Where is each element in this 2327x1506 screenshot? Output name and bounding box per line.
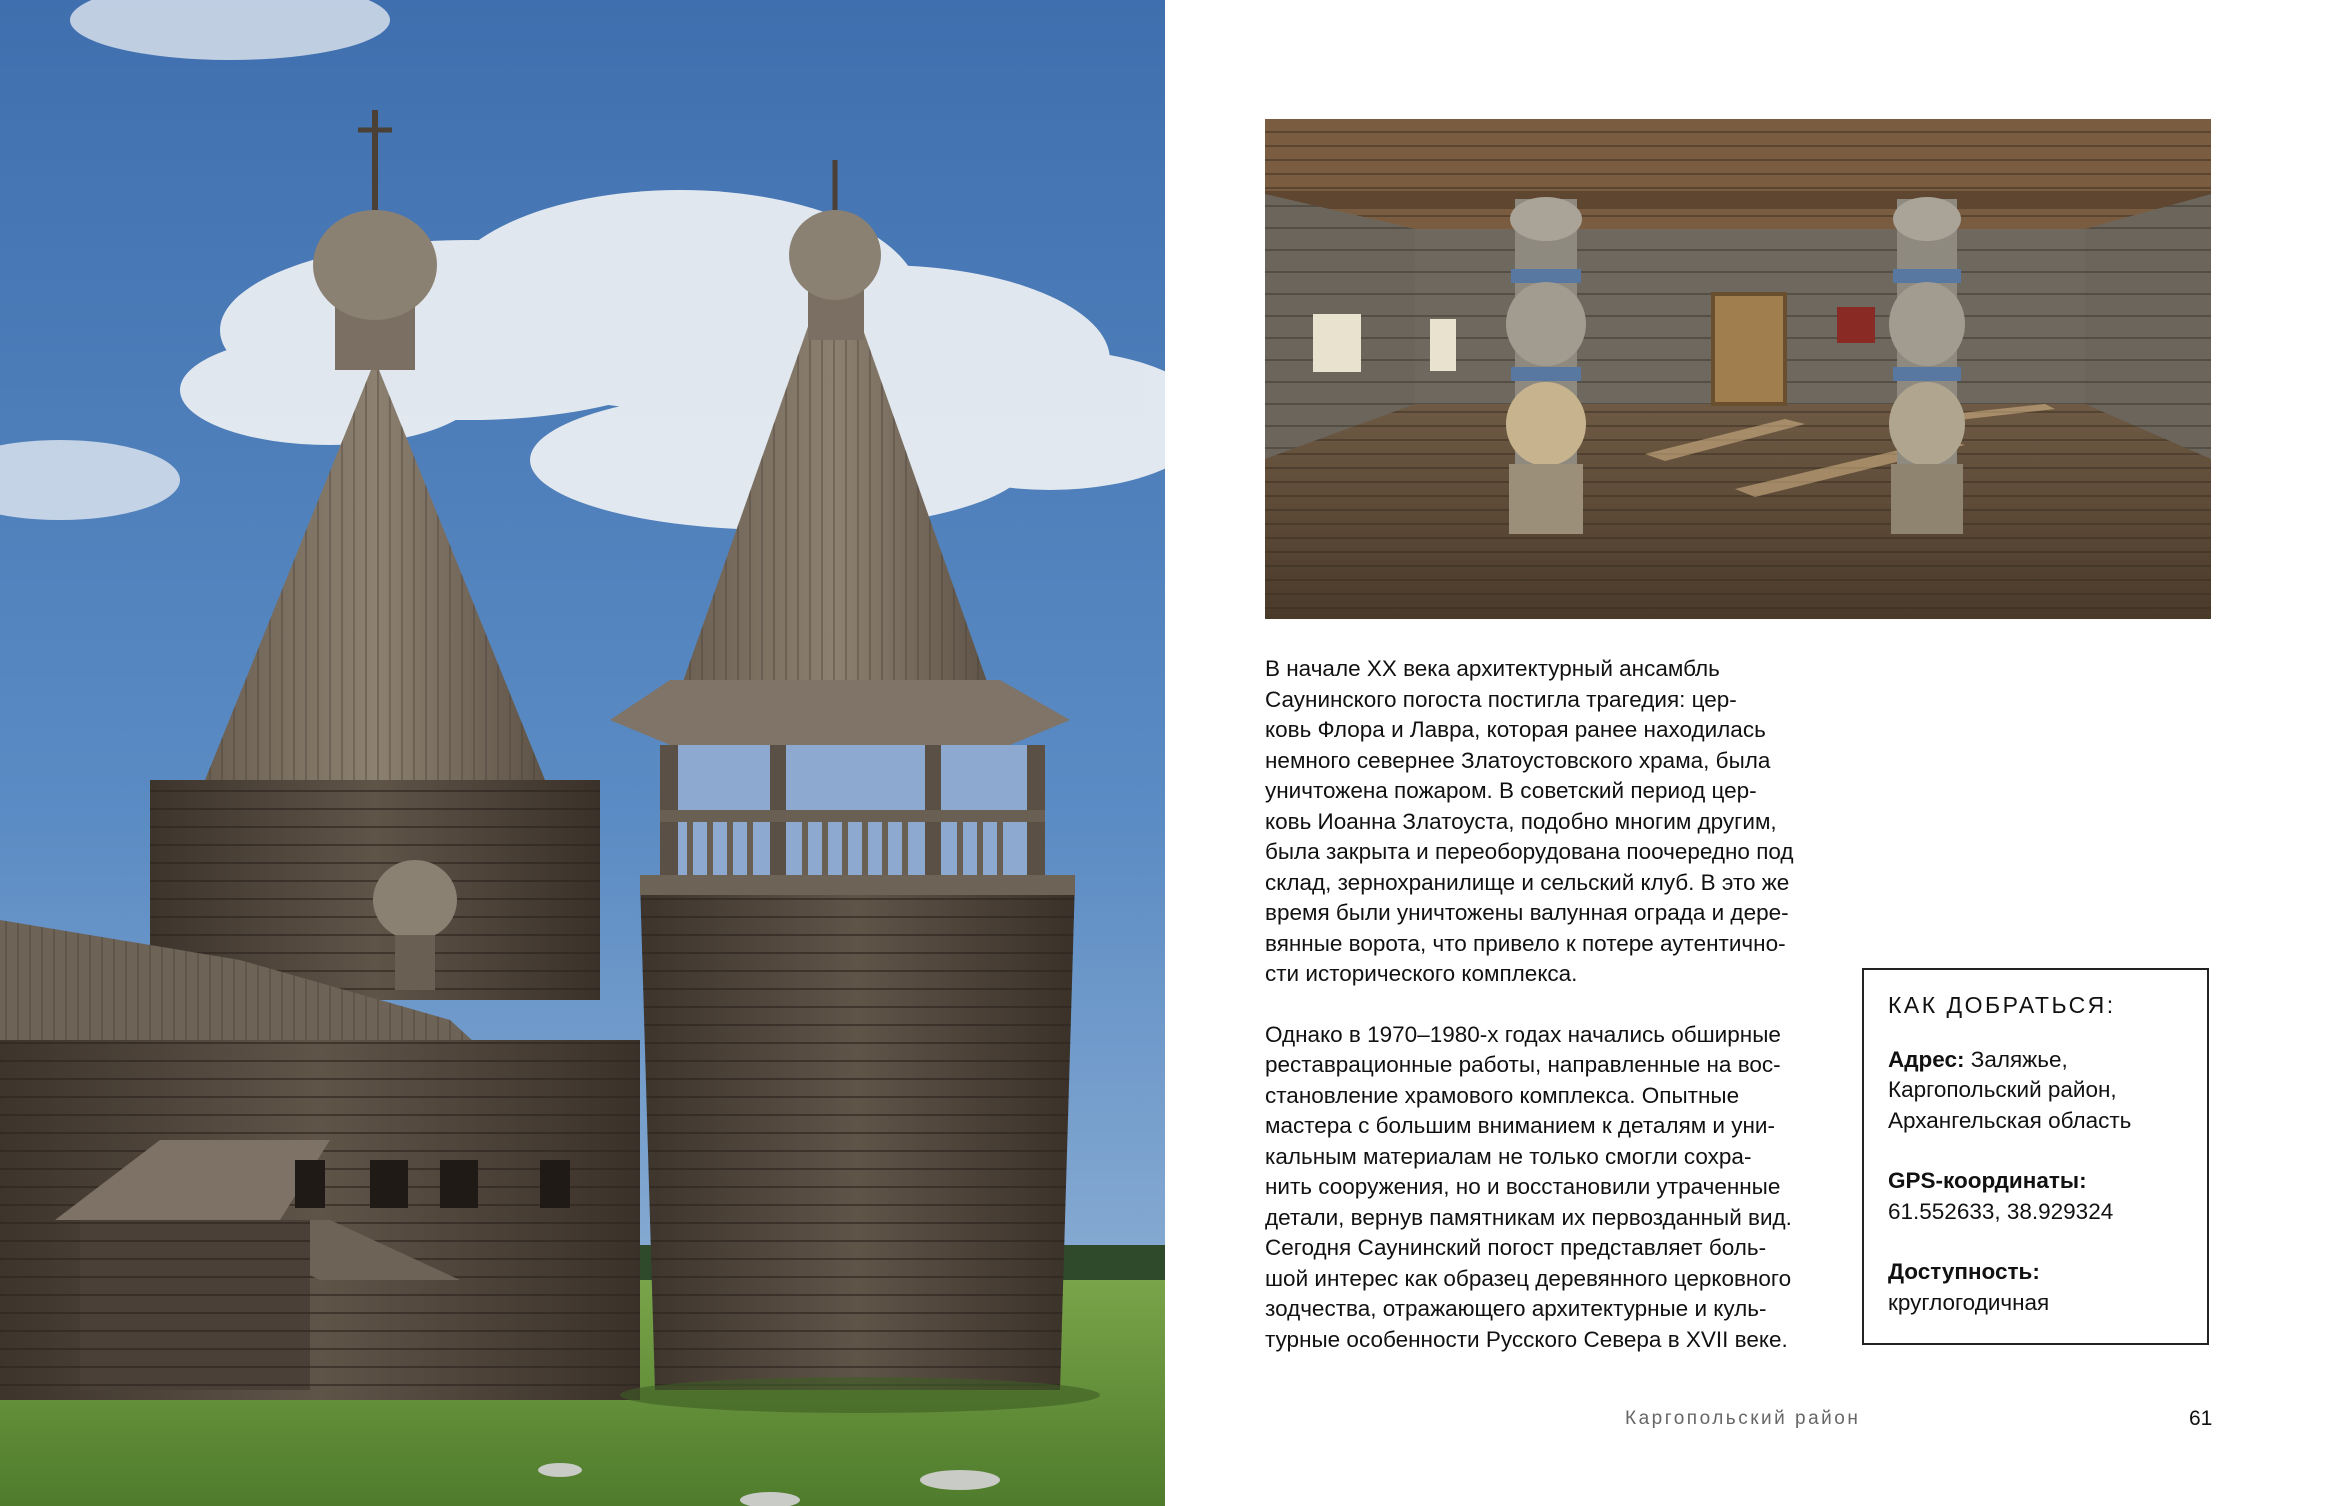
address-first-line: [1888, 1045, 2183, 1076]
gps-value: 61.552633, 38.929324: [1888, 1198, 2114, 1224]
text-line: мастера с большим вниманием к деталям и уни-: [1265, 1113, 1775, 1138]
text-line: немного севернее Златоустовского храма, была: [1265, 747, 1771, 773]
text-line: шой интерес как образец деревянного церковного: [1265, 1265, 1792, 1291]
address-value-start: Заляжье,: [1964, 1046, 2068, 1072]
text-line: становление храмового комплекса. Опытные: [1265, 1082, 1740, 1108]
gps-block: [1888, 1166, 2183, 1227]
text-line: была закрыта и переоборудована поочередно под: [1265, 839, 1794, 864]
text-line: Однако в 1970–1980-х годах начались обширные: [1265, 1021, 1781, 1047]
address-line: Архангельская область: [1888, 1107, 2132, 1133]
text-line: сти исторического комплекса.: [1265, 961, 1578, 986]
access-block: [1888, 1257, 2183, 1318]
text-line: время были уничтожены валунная ограда и дере-: [1265, 900, 1789, 925]
directions-box: [1862, 968, 2209, 1345]
text-line: вянные ворота, что привело к потере аутентично-: [1265, 930, 1786, 956]
access-value: круглогодичная: [1888, 1289, 2050, 1315]
gps-label: GPS-координаты:: [1888, 1168, 2087, 1193]
paragraph-history: [1265, 654, 1840, 990]
running-footer: Каргопольский район: [1625, 1408, 1861, 1429]
text-line: турные особенности Русского Севера в XVII веке.: [1265, 1326, 1788, 1352]
text-line: нить сооружения, но и восстановили утраченные: [1265, 1174, 1781, 1199]
text-line: ковь Флора и Лавра, которая ранее находилась: [1265, 717, 1766, 742]
directions-title: КАК ДОБРАТЬСЯ:: [1888, 992, 2116, 1018]
text-line: Саунинского погоста постигла трагедия: цер-: [1265, 686, 1737, 712]
text-line: В начале XX века архитектурный ансамбль: [1265, 656, 1720, 681]
access-label: Доступность:: [1888, 1259, 2040, 1284]
text-line: ковь Иоанна Златоуста, подобно многим другим,: [1265, 808, 1777, 834]
address-block: [1888, 1045, 2183, 1137]
text-line: реставрационные работы, направленные на вос-: [1265, 1052, 1781, 1077]
text-line: детали, вернув памятникам их первозданный вид.: [1265, 1204, 1792, 1230]
paragraph-restoration: [1265, 1020, 1840, 1356]
interior-photo: [1265, 119, 2211, 619]
text-line: Сегодня Саунинский погост представляет боль-: [1265, 1235, 1767, 1260]
text-line: склад, зернохранилище и сельский клуб. В это же: [1265, 869, 1790, 895]
address-line: Каргопольский район,: [1888, 1077, 2117, 1102]
text-line: уничтожена пожаром. В советский период цер-: [1265, 778, 1757, 803]
page-number: 61: [2189, 1407, 2213, 1430]
text-line: зодчества, отражающего архитектурные и куль-: [1265, 1296, 1767, 1321]
text-line: кальным материалам не только смогли сохра-: [1265, 1143, 1752, 1169]
article-body: [1265, 654, 1840, 1385]
address-label: Адрес:: [1888, 1046, 1965, 1072]
interior-photo-illustration: [1265, 119, 2211, 619]
